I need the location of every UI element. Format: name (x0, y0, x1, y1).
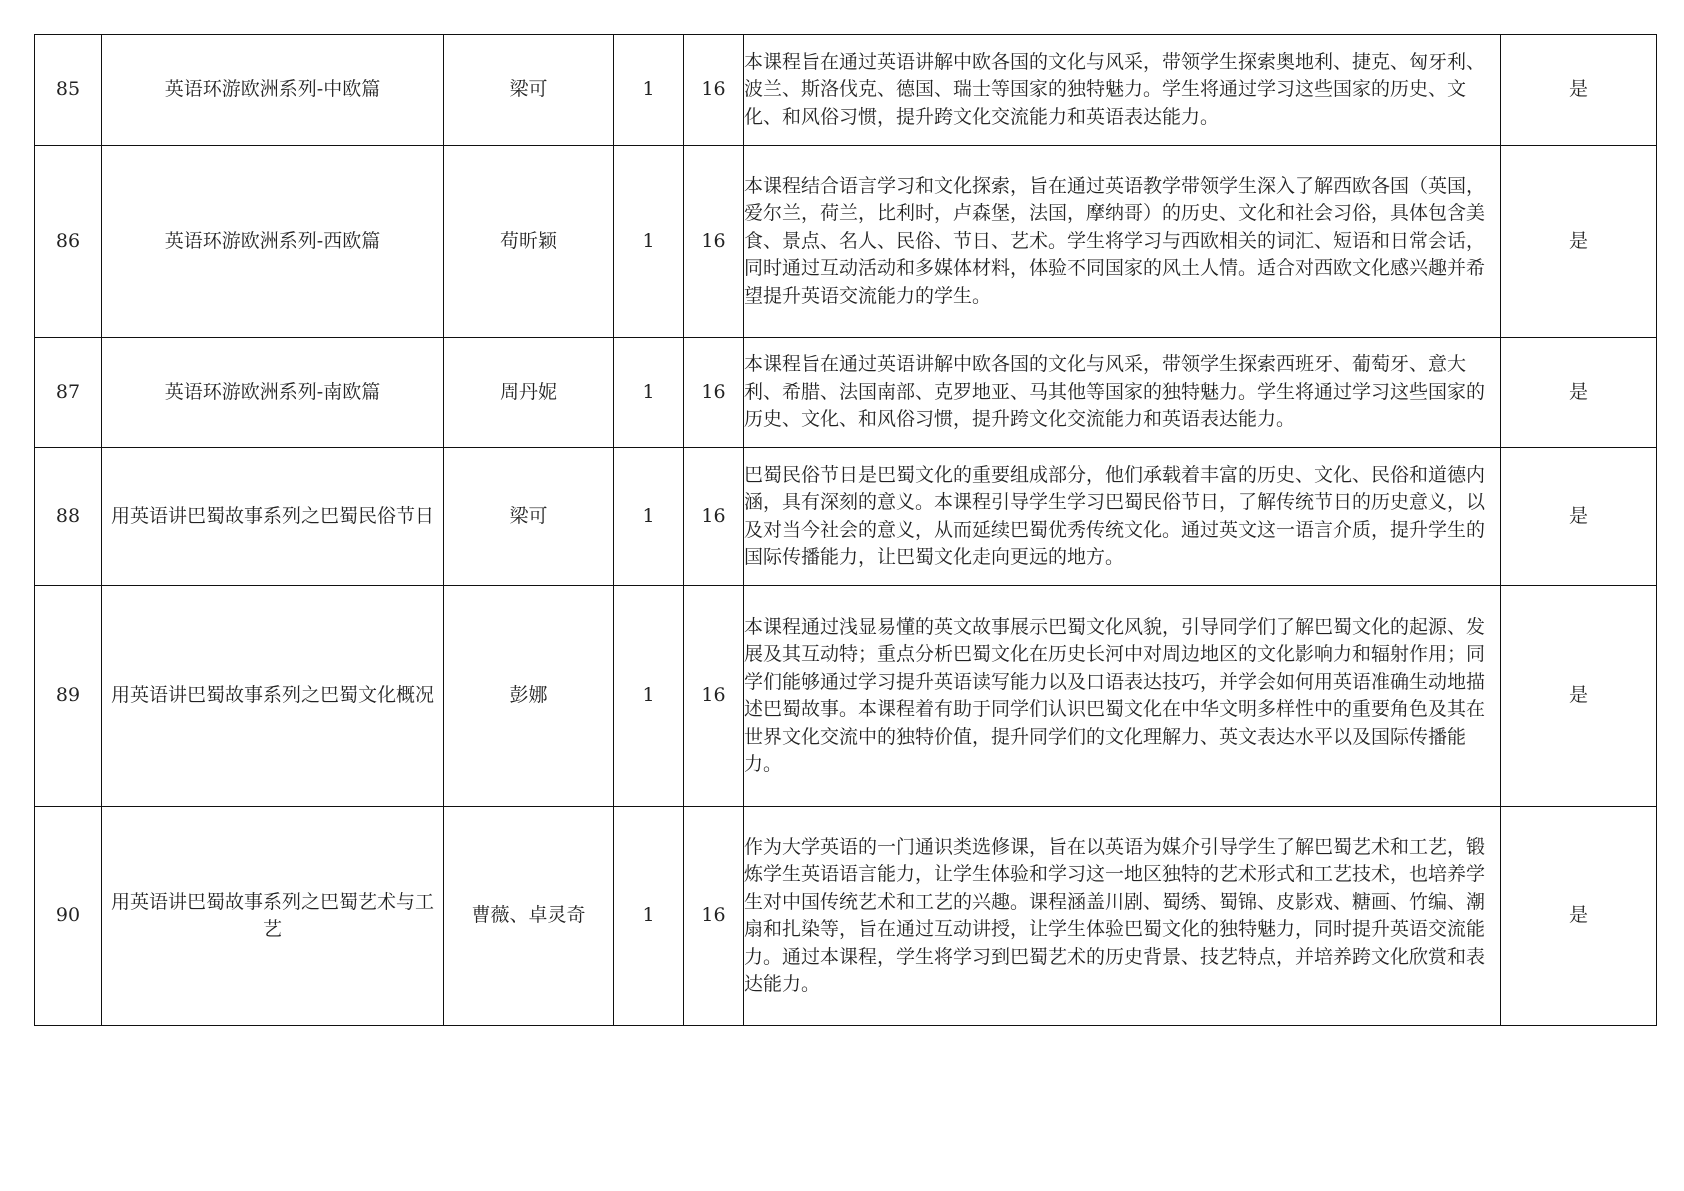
table-row (35, 146, 1657, 338)
course-description: 本课程通过浅显易懂的英文故事展示巴蜀文化风貌，引导同学们了解巴蜀文化的起源、发展及其互动特；重点分析巴蜀文化在历史长河中对周边地区的文化影响力和辐射作用；同学们能够通过学习提升英语读写能力以及口语表达技巧，并学会如何用英语准确生动地描述巴蜀故事。本课程着有助于同学们认识巴蜀文化在中华文明多样性中的重要角色及其在世界文化交流中的独特价值，提升同学们的文化理解力、英文表达水平以及国际传播能力。 (744, 586, 1501, 807)
table-row (35, 35, 1657, 146)
credit-value: 1 (614, 338, 684, 448)
course-name: 英语环游欧洲系列-南欧篇 (102, 338, 444, 448)
yes-flag: 是 (1501, 146, 1657, 338)
row-number: 88 (35, 448, 102, 586)
hours-value: 16 (684, 586, 744, 807)
table-row (35, 586, 1657, 807)
course-description: 本课程旨在通过英语讲解中欧各国的文化与风采，带领学生探索西班牙、葡萄牙、意大利、希腊、法国南部、克罗地亚、马其他等国家的独特魅力。学生将通过学习这些国家的历史、文化、和风俗习惯，提升跨文化交流能力和英语表达能力。 (744, 338, 1501, 448)
course-description: 巴蜀民俗节日是巴蜀文化的重要组成部分，他们承载着丰富的历史、文化、民俗和道德内涵，具有深刻的意义。本课程引导学生学习巴蜀民俗节日，了解传统节日的历史意义，以及对当今社会的意义，从而延续巴蜀优秀传统文化。通过英文这一语言介质，提升学生的国际传播能力，让巴蜀文化走向更远的地方。 (744, 448, 1501, 586)
yes-flag: 是 (1501, 338, 1657, 448)
course-name: 用英语讲巴蜀故事系列之巴蜀民俗节日 (102, 448, 444, 586)
course-description: 作为大学英语的一门通识类选修课，旨在以英语为媒介引导学生了解巴蜀艺术和工艺，锻炼学生英语语言能力，让学生体验和学习这一地区独特的艺术形式和工艺技术，也培养学生对中国传统艺术和工艺的兴趣。课程涵盖川剧、蜀绣、蜀锦、皮影戏、糖画、竹编、潮扇和扎染等，旨在通过互动讲授，让学生体验巴蜀文化的独特魅力，同时提升英语交流能力。通过本课程，学生将学习到巴蜀艺术的历史背景、技艺特点，并培养跨文化欣赏和表达能力。 (744, 807, 1501, 1026)
hours-value: 16 (684, 807, 744, 1026)
table-row (35, 807, 1657, 1026)
course-sheet (34, 34, 1657, 1026)
yes-flag: 是 (1501, 807, 1657, 1026)
credit-value: 1 (614, 146, 684, 338)
table-row (35, 448, 1657, 586)
teacher-name: 梁可 (444, 35, 614, 146)
teacher-name: 梁可 (444, 448, 614, 586)
yes-flag: 是 (1501, 586, 1657, 807)
credit-value: 1 (614, 586, 684, 807)
row-number: 86 (35, 146, 102, 338)
hours-value: 16 (684, 146, 744, 338)
credit-value: 1 (614, 807, 684, 1026)
row-number: 87 (35, 338, 102, 448)
course-name: 用英语讲巴蜀故事系列之巴蜀艺术与工艺 (102, 807, 444, 1026)
hours-value: 16 (684, 448, 744, 586)
teacher-name: 苟昕颖 (444, 146, 614, 338)
course-name: 用英语讲巴蜀故事系列之巴蜀文化概况 (102, 586, 444, 807)
course-name: 英语环游欧洲系列-西欧篇 (102, 146, 444, 338)
table-row (35, 338, 1657, 448)
course-description: 本课程结合语言学习和文化探索，旨在通过英语教学带领学生深入了解西欧各国（英国，爱尔兰，荷兰，比利时，卢森堡，法国，摩纳哥）的历史、文化和社会习俗，具体包含美食、景点、名人、民俗、节日、艺术。学生将学习与西欧相关的词汇、短语和日常会话，同时通过互动活动和多媒体材料，体验不同国家的风土人情。适合对西欧文化感兴趣并希望提升英语交流能力的学生。 (744, 146, 1501, 338)
hours-value: 16 (684, 338, 744, 448)
course-table (34, 34, 1657, 1026)
row-number: 85 (35, 35, 102, 146)
credit-value: 1 (614, 448, 684, 586)
row-number: 89 (35, 586, 102, 807)
credit-value: 1 (614, 35, 684, 146)
yes-flag: 是 (1501, 448, 1657, 586)
hours-value: 16 (684, 35, 744, 146)
teacher-name: 周丹妮 (444, 338, 614, 448)
yes-flag: 是 (1501, 35, 1657, 146)
course-description: 本课程旨在通过英语讲解中欧各国的文化与风采，带领学生探索奥地利、捷克、匈牙利、波兰、斯洛伐克、德国、瑞士等国家的独特魅力。学生将通过学习这些国家的历史、文化、和风俗习惯，提升跨文化交流能力和英语表达能力。 (744, 35, 1501, 146)
teacher-name: 彭娜 (444, 586, 614, 807)
row-number: 90 (35, 807, 102, 1026)
teacher-name: 曹薇、卓灵奇 (444, 807, 614, 1026)
course-name: 英语环游欧洲系列-中欧篇 (102, 35, 444, 146)
